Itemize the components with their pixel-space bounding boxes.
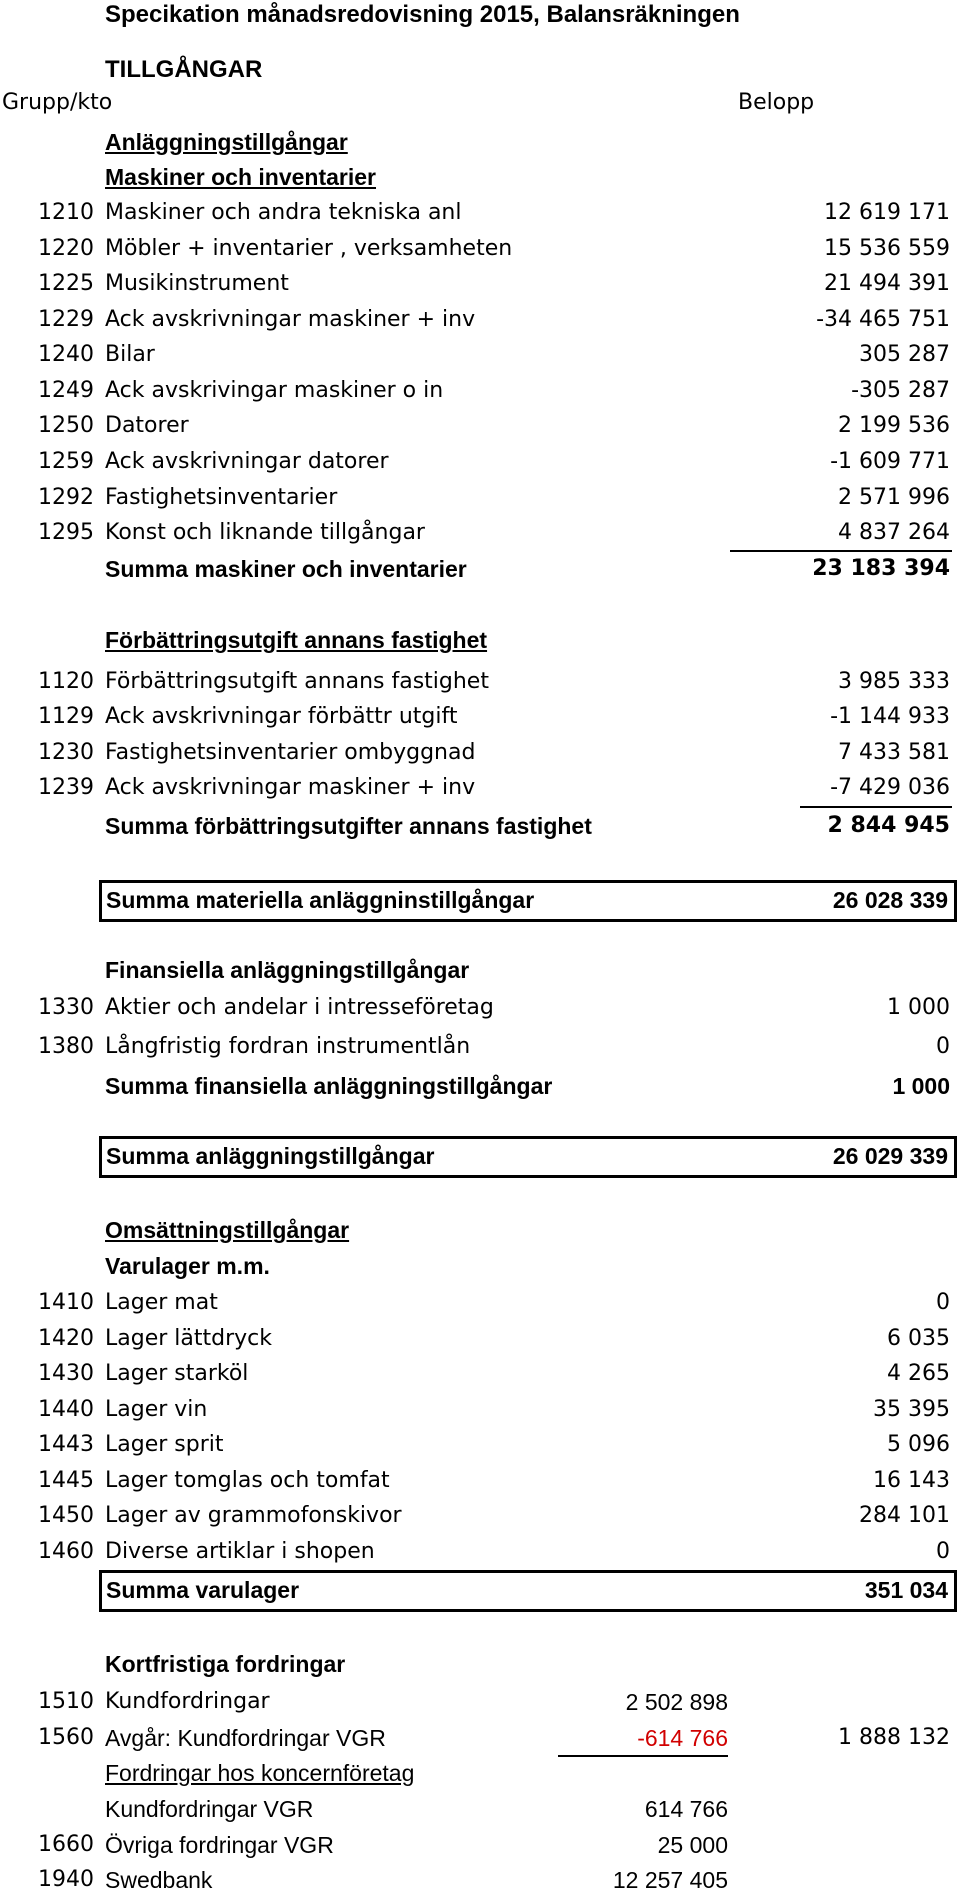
account-description: Kundfordringar VGR — [105, 1796, 314, 1822]
account-description: Kundfordringar — [105, 1689, 270, 1714]
account-code: 1330 — [38, 995, 94, 1020]
account-code: 1229 — [38, 307, 94, 332]
account-description: Konst och liknande tillgångar — [105, 520, 425, 545]
fin-heading: Finansiella anläggningstillgångar — [105, 957, 470, 983]
account-code: 1510 — [38, 1689, 94, 1714]
account-code: 1420 — [38, 1326, 94, 1351]
account-description: Diverse artiklar i shopen — [105, 1539, 375, 1564]
account-amount: 21 494 391 — [824, 271, 950, 296]
oms-heading: Omsättningstillgångar — [105, 1217, 350, 1243]
account-code: 1295 — [38, 520, 94, 545]
account-amount: 6 035 — [887, 1326, 950, 1351]
account-amount: 3 985 333 — [838, 669, 950, 694]
account-description: Lager starköl — [105, 1361, 249, 1386]
account-description: Maskiner och andra tekniska anl — [105, 200, 462, 225]
account-description: Lager lättdryck — [105, 1326, 272, 1351]
koncern-heading: Fordringar hos koncernföretag — [105, 1760, 415, 1786]
account-amount: 35 395 — [873, 1397, 950, 1422]
account-code: 1239 — [38, 775, 94, 800]
account-description: Lager tomglas och tomfat — [105, 1468, 390, 1493]
account-amount: 2 571 996 — [838, 485, 950, 510]
account-code: 1240 — [38, 342, 94, 367]
account-description: Avgår: Kundfordringar VGR — [105, 1725, 386, 1751]
account-amount: 16 143 — [873, 1468, 950, 1493]
kort-heading: Kortfristiga fordringar — [105, 1651, 346, 1677]
sub-amount: 25 000 — [657, 1832, 728, 1858]
account-description: Ack avskrivningar datorer — [105, 449, 389, 474]
account-code: 1292 — [38, 485, 94, 510]
account-amount: -7 429 036 — [830, 775, 950, 800]
anl-total-label: Summa anläggningstillgångar — [106, 1143, 435, 1169]
forb-heading: Förbättringsutgift annans fastighet — [105, 627, 488, 653]
account-code: 1940 — [38, 1867, 94, 1892]
sum-divider — [800, 806, 952, 808]
account-amount: 15 536 559 — [824, 236, 950, 261]
column-header-amount: Belopp — [738, 90, 815, 115]
account-code: 1560 — [38, 1725, 94, 1750]
account-code: 1443 — [38, 1432, 94, 1457]
account-amount: -305 287 — [851, 378, 950, 403]
account-code: 1120 — [38, 669, 94, 694]
account-amount: 284 101 — [859, 1503, 950, 1528]
account-code: 1410 — [38, 1290, 94, 1315]
account-description: Ack avskrivningar maskiner + inv — [105, 775, 476, 800]
sub-amount: 12 257 405 — [612, 1867, 728, 1893]
sub-amount: 2 502 898 — [625, 1689, 728, 1715]
account-description: Möbler + inventarier , verksamheten — [105, 236, 513, 261]
sum-value: 2 844 945 — [827, 813, 950, 838]
account-amount: 4 265 — [887, 1361, 950, 1386]
account-code: 1249 — [38, 378, 94, 403]
account-amount: 0 — [936, 1034, 950, 1059]
varulager-heading: Varulager m.m. — [105, 1253, 270, 1279]
sum-label: Summa maskiner och inventarier — [105, 556, 467, 582]
account-amount: 12 619 171 — [824, 200, 950, 225]
account-code: 1259 — [38, 449, 94, 474]
account-description: Förbättringsutgift annans fastighet — [105, 669, 489, 694]
account-amount: 305 287 — [859, 342, 950, 367]
column-header-group: Grupp/kto — [2, 90, 113, 115]
account-description: Lager av grammofonskivor — [105, 1503, 402, 1528]
account-description: Aktier och andelar i intresseföretag — [105, 995, 494, 1020]
maskiner-heading: Maskiner och inventarier — [105, 164, 376, 190]
account-code: 1210 — [38, 200, 94, 225]
account-amount: 5 096 — [887, 1432, 950, 1457]
account-amount: -1 609 771 — [830, 449, 950, 474]
sub-divider — [558, 1755, 728, 1757]
account-description: Bilar — [105, 342, 155, 367]
account-code: 1440 — [38, 1397, 94, 1422]
account-amount: 1 888 132 — [838, 1725, 950, 1750]
account-amount: 7 433 581 — [838, 740, 950, 765]
account-description: Fastighetsinventarier ombyggnad — [105, 740, 476, 765]
account-description: Ack avskrivingar maskiner o in — [105, 378, 444, 403]
account-code: 1430 — [38, 1361, 94, 1386]
account-description: Musikinstrument — [105, 271, 289, 296]
account-description: Fastighetsinventarier — [105, 485, 338, 510]
account-code: 1220 — [38, 236, 94, 261]
section-heading: TILLGÅNGAR — [105, 56, 263, 83]
account-code: 1250 — [38, 413, 94, 438]
account-amount: 2 199 536 — [838, 413, 950, 438]
anl-heading: Anläggningstillgångar — [105, 129, 348, 155]
account-code: 1460 — [38, 1539, 94, 1564]
sum-label: Summa finansiella anläggningstillgångar — [105, 1073, 553, 1099]
varulager-total-value: 351 034 — [864, 1577, 948, 1603]
account-code: 1660 — [38, 1832, 94, 1857]
account-description: Swedbank — [105, 1867, 213, 1893]
sum-value: 23 183 394 — [812, 556, 950, 581]
varulager-total-label: Summa varulager — [106, 1577, 300, 1603]
account-description: Övriga fordringar VGR — [105, 1832, 334, 1858]
sum-divider — [730, 550, 952, 552]
account-description: Lager vin — [105, 1397, 208, 1422]
account-amount: -34 465 751 — [816, 307, 950, 332]
account-amount: 0 — [936, 1539, 950, 1564]
account-amount: 0 — [936, 1290, 950, 1315]
account-code: 1225 — [38, 271, 94, 296]
account-description: Lager sprit — [105, 1432, 224, 1457]
sub-amount-negative: -614 766 — [637, 1725, 728, 1751]
account-description: Långfristig fordran instrumentlån — [105, 1034, 471, 1059]
account-code: 1129 — [38, 704, 94, 729]
account-code: 1380 — [38, 1034, 94, 1059]
account-description: Ack avskrivningar förbättr utgift — [105, 704, 458, 729]
sum-label: Summa förbättringsutgifter annans fastighet — [105, 813, 592, 839]
account-code: 1450 — [38, 1503, 94, 1528]
account-amount: -1 144 933 — [830, 704, 950, 729]
sub-amount: 614 766 — [644, 1796, 728, 1822]
account-description: Datorer — [105, 413, 189, 438]
account-amount: 4 837 264 — [838, 520, 950, 545]
account-description: Lager mat — [105, 1290, 218, 1315]
account-amount: 1 000 — [887, 995, 950, 1020]
sum-value: 1 000 — [892, 1073, 950, 1099]
account-code: 1230 — [38, 740, 94, 765]
materiella-total-label: Summa materiella anläggninstillgångar — [106, 887, 535, 913]
page-title: Specikation månadsredovisning 2015, Balansräkningen — [105, 1, 740, 28]
account-code: 1445 — [38, 1468, 94, 1493]
account-description: Ack avskrivningar maskiner + inv — [105, 307, 476, 332]
anl-total-value: 26 029 339 — [832, 1143, 948, 1169]
materiella-total-value: 26 028 339 — [832, 887, 948, 913]
